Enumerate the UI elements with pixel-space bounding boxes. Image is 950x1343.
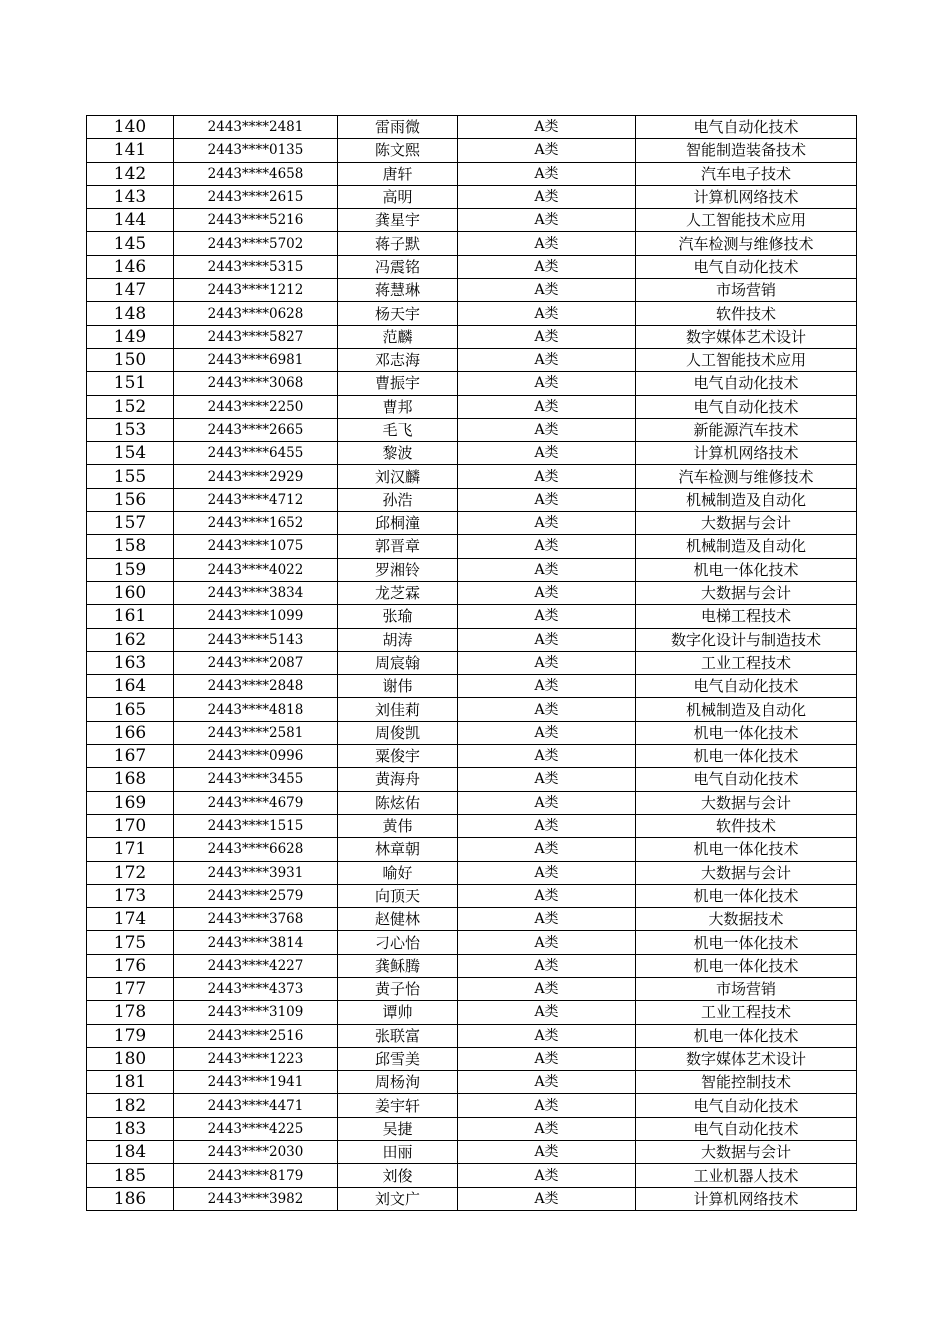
student-id-cell: 2443****2516 (174, 1024, 338, 1047)
category-cell: A类 (458, 512, 636, 535)
table-row (87, 814, 857, 837)
student-id-cell: 2443****1652 (174, 512, 338, 535)
student-id-cell: 2443****3455 (174, 768, 338, 791)
major-cell: 工业工程技术 (636, 1001, 857, 1024)
row-number-cell: 178 (87, 1001, 174, 1024)
category-cell: A类 (458, 1141, 636, 1164)
student-name-cell: 曹振宇 (338, 372, 458, 395)
category-cell: A类 (458, 325, 636, 348)
row-number-cell: 148 (87, 302, 174, 325)
table-row (87, 1094, 857, 1117)
major-cell: 工业机器人技术 (636, 1164, 857, 1187)
student-id-cell: 2443****3834 (174, 581, 338, 604)
table-row (87, 1024, 857, 1047)
student-name-cell: 刁心怡 (338, 931, 458, 954)
row-number-cell: 163 (87, 651, 174, 674)
table-row (87, 931, 857, 954)
category-cell: A类 (458, 162, 636, 185)
major-cell: 电气自动化技术 (636, 768, 857, 791)
row-number-cell: 144 (87, 209, 174, 232)
major-cell: 大数据与会计 (636, 512, 857, 535)
table-row (87, 116, 857, 139)
category-cell: A类 (458, 884, 636, 907)
table-row (87, 651, 857, 674)
student-id-cell: 2443****3768 (174, 908, 338, 931)
major-cell: 市场营销 (636, 279, 857, 302)
table-row (87, 255, 857, 278)
student-name-cell: 龚星宇 (338, 209, 458, 232)
row-number-cell: 159 (87, 558, 174, 581)
student-id-cell: 2443****6981 (174, 348, 338, 371)
major-cell: 新能源汽车技术 (636, 418, 857, 441)
major-cell: 机械制造及自动化 (636, 535, 857, 558)
table-row (87, 1117, 857, 1140)
row-number-cell: 158 (87, 535, 174, 558)
major-cell: 机电一体化技术 (636, 721, 857, 744)
student-id-cell: 2443****3109 (174, 1001, 338, 1024)
row-number-cell: 179 (87, 1024, 174, 1047)
major-cell: 大数据与会计 (636, 791, 857, 814)
category-cell: A类 (458, 209, 636, 232)
major-cell: 电气自动化技术 (636, 372, 857, 395)
category-cell: A类 (458, 651, 636, 674)
row-number-cell: 168 (87, 768, 174, 791)
table-row (87, 721, 857, 744)
student-id-cell: 2443****3982 (174, 1187, 338, 1210)
category-cell: A类 (458, 954, 636, 977)
major-cell: 电气自动化技术 (636, 116, 857, 139)
student-id-cell: 2443****5216 (174, 209, 338, 232)
table-row (87, 465, 857, 488)
student-name-cell: 刘俊 (338, 1164, 458, 1187)
table-row (87, 581, 857, 604)
major-cell: 大数据技术 (636, 908, 857, 931)
category-cell: A类 (458, 1164, 636, 1187)
student-name-cell: 罗湘铃 (338, 558, 458, 581)
category-cell: A类 (458, 1047, 636, 1070)
table-row (87, 279, 857, 302)
row-number-cell: 164 (87, 675, 174, 698)
category-cell: A类 (458, 1024, 636, 1047)
table-row (87, 209, 857, 232)
student-id-cell: 2443****1515 (174, 814, 338, 837)
row-number-cell: 146 (87, 255, 174, 278)
major-cell: 汽车电子技术 (636, 162, 857, 185)
row-number-cell: 184 (87, 1141, 174, 1164)
major-cell: 工业工程技术 (636, 651, 857, 674)
student-name-cell: 龚稣腾 (338, 954, 458, 977)
row-number-cell: 177 (87, 977, 174, 1000)
table-row (87, 348, 857, 371)
table-row (87, 698, 857, 721)
major-cell: 计算机网络技术 (636, 185, 857, 208)
student-name-cell: 谭帅 (338, 1001, 458, 1024)
row-number-cell: 156 (87, 488, 174, 511)
roster-body (87, 116, 857, 1211)
student-id-cell: 2443****3814 (174, 931, 338, 954)
major-cell: 市场营销 (636, 977, 857, 1000)
table-row (87, 139, 857, 162)
category-cell: A类 (458, 581, 636, 604)
category-cell: A类 (458, 185, 636, 208)
row-number-cell: 180 (87, 1047, 174, 1070)
student-name-cell: 张瑜 (338, 605, 458, 628)
table-row (87, 512, 857, 535)
student-id-cell: 2443****4225 (174, 1117, 338, 1140)
student-id-cell: 2443****2848 (174, 675, 338, 698)
student-name-cell: 曹邦 (338, 395, 458, 418)
student-name-cell: 田丽 (338, 1141, 458, 1164)
major-cell: 软件技术 (636, 814, 857, 837)
row-number-cell: 181 (87, 1071, 174, 1094)
table-row (87, 232, 857, 255)
student-name-cell: 刘佳莉 (338, 698, 458, 721)
student-name-cell: 姜宇轩 (338, 1094, 458, 1117)
major-cell: 电气自动化技术 (636, 1117, 857, 1140)
student-name-cell: 向顶天 (338, 884, 458, 907)
category-cell: A类 (458, 745, 636, 768)
table-row (87, 605, 857, 628)
table-row (87, 768, 857, 791)
row-number-cell: 152 (87, 395, 174, 418)
student-id-cell: 2443****4679 (174, 791, 338, 814)
student-id-cell: 2443****2250 (174, 395, 338, 418)
row-number-cell: 153 (87, 418, 174, 441)
student-name-cell: 杨天宇 (338, 302, 458, 325)
student-name-cell: 喻好 (338, 861, 458, 884)
student-id-cell: 2443****0628 (174, 302, 338, 325)
student-name-cell: 刘文广 (338, 1187, 458, 1210)
student-id-cell: 2443****4471 (174, 1094, 338, 1117)
student-name-cell: 黄子怡 (338, 977, 458, 1000)
table-row (87, 791, 857, 814)
student-id-cell: 2443****3931 (174, 861, 338, 884)
student-id-cell: 2443****6455 (174, 442, 338, 465)
row-number-cell: 166 (87, 721, 174, 744)
student-name-cell: 毛飞 (338, 418, 458, 441)
category-cell: A类 (458, 465, 636, 488)
student-id-cell: 2443****4227 (174, 954, 338, 977)
major-cell: 机电一体化技术 (636, 1024, 857, 1047)
student-name-cell: 冯震铭 (338, 255, 458, 278)
major-cell: 人工智能技术应用 (636, 209, 857, 232)
student-id-cell: 2443****0135 (174, 139, 338, 162)
table-row (87, 1047, 857, 1070)
student-name-cell: 蒋子默 (338, 232, 458, 255)
category-cell: A类 (458, 675, 636, 698)
student-id-cell: 2443****8179 (174, 1164, 338, 1187)
table-row (87, 325, 857, 348)
row-number-cell: 145 (87, 232, 174, 255)
row-number-cell: 169 (87, 791, 174, 814)
category-cell: A类 (458, 279, 636, 302)
category-cell: A类 (458, 791, 636, 814)
student-id-cell: 2443****2579 (174, 884, 338, 907)
category-cell: A类 (458, 348, 636, 371)
student-id-cell: 2443****2581 (174, 721, 338, 744)
category-cell: A类 (458, 1071, 636, 1094)
major-cell: 机电一体化技术 (636, 558, 857, 581)
student-name-cell: 蒋慧琳 (338, 279, 458, 302)
student-id-cell: 2443****1212 (174, 279, 338, 302)
category-cell: A类 (458, 768, 636, 791)
major-cell: 电梯工程技术 (636, 605, 857, 628)
student-name-cell: 陈炫佑 (338, 791, 458, 814)
student-name-cell: 孙浩 (338, 488, 458, 511)
category-cell: A类 (458, 139, 636, 162)
row-number-cell: 175 (87, 931, 174, 954)
table-row (87, 395, 857, 418)
major-cell: 机电一体化技术 (636, 884, 857, 907)
table-row (87, 861, 857, 884)
row-number-cell: 141 (87, 139, 174, 162)
category-cell: A类 (458, 302, 636, 325)
category-cell: A类 (458, 442, 636, 465)
student-id-cell: 2443****5827 (174, 325, 338, 348)
category-cell: A类 (458, 977, 636, 1000)
student-name-cell: 粟俊宇 (338, 745, 458, 768)
table-row (87, 418, 857, 441)
student-name-cell: 雷雨微 (338, 116, 458, 139)
student-id-cell: 2443****2665 (174, 418, 338, 441)
row-number-cell: 171 (87, 838, 174, 861)
category-cell: A类 (458, 838, 636, 861)
major-cell: 大数据与会计 (636, 861, 857, 884)
row-number-cell: 176 (87, 954, 174, 977)
student-name-cell: 周宸翰 (338, 651, 458, 674)
student-name-cell: 胡涛 (338, 628, 458, 651)
table-row (87, 745, 857, 768)
major-cell: 智能制造装备技术 (636, 139, 857, 162)
major-cell: 智能控制技术 (636, 1071, 857, 1094)
category-cell: A类 (458, 116, 636, 139)
major-cell: 软件技术 (636, 302, 857, 325)
student-name-cell: 邱桐潼 (338, 512, 458, 535)
row-number-cell: 160 (87, 581, 174, 604)
major-cell: 电气自动化技术 (636, 1094, 857, 1117)
major-cell: 数字媒体艺术设计 (636, 1047, 857, 1070)
row-number-cell: 142 (87, 162, 174, 185)
category-cell: A类 (458, 1117, 636, 1140)
category-cell: A类 (458, 255, 636, 278)
major-cell: 计算机网络技术 (636, 442, 857, 465)
row-number-cell: 170 (87, 814, 174, 837)
table-row (87, 302, 857, 325)
row-number-cell: 149 (87, 325, 174, 348)
category-cell: A类 (458, 1187, 636, 1210)
student-id-cell: 2443****5143 (174, 628, 338, 651)
category-cell: A类 (458, 931, 636, 954)
row-number-cell: 185 (87, 1164, 174, 1187)
table-row (87, 1071, 857, 1094)
student-id-cell: 2443****4373 (174, 977, 338, 1000)
student-name-cell: 谢伟 (338, 675, 458, 698)
student-id-cell: 2443****0996 (174, 745, 338, 768)
major-cell: 电气自动化技术 (636, 675, 857, 698)
row-number-cell: 186 (87, 1187, 174, 1210)
student-name-cell: 黄海舟 (338, 768, 458, 791)
roster-table (86, 115, 857, 1211)
row-number-cell: 147 (87, 279, 174, 302)
student-name-cell: 邓志海 (338, 348, 458, 371)
major-cell: 机电一体化技术 (636, 954, 857, 977)
student-id-cell: 2443****2615 (174, 185, 338, 208)
category-cell: A类 (458, 535, 636, 558)
major-cell: 机电一体化技术 (636, 745, 857, 768)
student-name-cell: 刘汉麟 (338, 465, 458, 488)
row-number-cell: 157 (87, 512, 174, 535)
table-row (87, 628, 857, 651)
table-row (87, 1141, 857, 1164)
student-name-cell: 赵健林 (338, 908, 458, 931)
table-row (87, 1001, 857, 1024)
major-cell: 电气自动化技术 (636, 395, 857, 418)
student-name-cell: 陈文熙 (338, 139, 458, 162)
row-number-cell: 173 (87, 884, 174, 907)
category-cell: A类 (458, 908, 636, 931)
table-row (87, 535, 857, 558)
table-row (87, 185, 857, 208)
category-cell: A类 (458, 232, 636, 255)
student-id-cell: 2443****5315 (174, 255, 338, 278)
student-name-cell: 吴捷 (338, 1117, 458, 1140)
row-number-cell: 150 (87, 348, 174, 371)
student-name-cell: 张联富 (338, 1024, 458, 1047)
student-id-cell: 2443****5702 (174, 232, 338, 255)
student-name-cell: 林章朝 (338, 838, 458, 861)
student-id-cell: 2443****1941 (174, 1071, 338, 1094)
row-number-cell: 165 (87, 698, 174, 721)
row-number-cell: 162 (87, 628, 174, 651)
category-cell: A类 (458, 488, 636, 511)
table-row (87, 908, 857, 931)
student-id-cell: 2443****2481 (174, 116, 338, 139)
student-id-cell: 2443****1075 (174, 535, 338, 558)
table-row (87, 884, 857, 907)
major-cell: 机电一体化技术 (636, 931, 857, 954)
student-id-cell: 2443****2030 (174, 1141, 338, 1164)
table-row (87, 954, 857, 977)
category-cell: A类 (458, 721, 636, 744)
student-name-cell: 黎波 (338, 442, 458, 465)
major-cell: 数字化设计与制造技术 (636, 628, 857, 651)
major-cell: 机械制造及自动化 (636, 698, 857, 721)
category-cell: A类 (458, 372, 636, 395)
student-name-cell: 周杨洵 (338, 1071, 458, 1094)
category-cell: A类 (458, 605, 636, 628)
category-cell: A类 (458, 698, 636, 721)
category-cell: A类 (458, 628, 636, 651)
category-cell: A类 (458, 418, 636, 441)
row-number-cell: 161 (87, 605, 174, 628)
student-name-cell: 高明 (338, 185, 458, 208)
student-id-cell: 2443****4818 (174, 698, 338, 721)
row-number-cell: 154 (87, 442, 174, 465)
row-number-cell: 151 (87, 372, 174, 395)
row-number-cell: 172 (87, 861, 174, 884)
major-cell: 机械制造及自动化 (636, 488, 857, 511)
row-number-cell: 167 (87, 745, 174, 768)
table-row (87, 1187, 857, 1210)
student-id-cell: 2443****4658 (174, 162, 338, 185)
student-name-cell: 范麟 (338, 325, 458, 348)
student-name-cell: 黄伟 (338, 814, 458, 837)
category-cell: A类 (458, 558, 636, 581)
category-cell: A类 (458, 814, 636, 837)
row-number-cell: 140 (87, 116, 174, 139)
major-cell: 计算机网络技术 (636, 1187, 857, 1210)
major-cell: 人工智能技术应用 (636, 348, 857, 371)
student-name-cell: 唐轩 (338, 162, 458, 185)
category-cell: A类 (458, 1001, 636, 1024)
student-name-cell: 邱雪美 (338, 1047, 458, 1070)
major-cell: 大数据与会计 (636, 581, 857, 604)
major-cell: 机电一体化技术 (636, 838, 857, 861)
major-cell: 汽车检测与维修技术 (636, 465, 857, 488)
student-name-cell: 龙芝霖 (338, 581, 458, 604)
category-cell: A类 (458, 861, 636, 884)
row-number-cell: 155 (87, 465, 174, 488)
student-id-cell: 2443****2087 (174, 651, 338, 674)
major-cell: 大数据与会计 (636, 1141, 857, 1164)
student-name-cell: 郭晋章 (338, 535, 458, 558)
table-row (87, 488, 857, 511)
student-id-cell: 2443****1223 (174, 1047, 338, 1070)
student-id-cell: 2443****6628 (174, 838, 338, 861)
table-row (87, 977, 857, 1000)
row-number-cell: 183 (87, 1117, 174, 1140)
table-row (87, 1164, 857, 1187)
major-cell: 电气自动化技术 (636, 255, 857, 278)
student-name-cell: 周俊凯 (338, 721, 458, 744)
table-row (87, 162, 857, 185)
category-cell: A类 (458, 1094, 636, 1117)
category-cell: A类 (458, 395, 636, 418)
student-id-cell: 2443****1099 (174, 605, 338, 628)
table-row (87, 372, 857, 395)
table-row (87, 675, 857, 698)
table-row (87, 558, 857, 581)
row-number-cell: 174 (87, 908, 174, 931)
row-number-cell: 182 (87, 1094, 174, 1117)
row-number-cell: 143 (87, 185, 174, 208)
student-id-cell: 2443****4022 (174, 558, 338, 581)
table-row (87, 838, 857, 861)
major-cell: 汽车检测与维修技术 (636, 232, 857, 255)
student-id-cell: 2443****4712 (174, 488, 338, 511)
major-cell: 数字媒体艺术设计 (636, 325, 857, 348)
student-id-cell: 2443****3068 (174, 372, 338, 395)
table-row (87, 442, 857, 465)
student-id-cell: 2443****2929 (174, 465, 338, 488)
